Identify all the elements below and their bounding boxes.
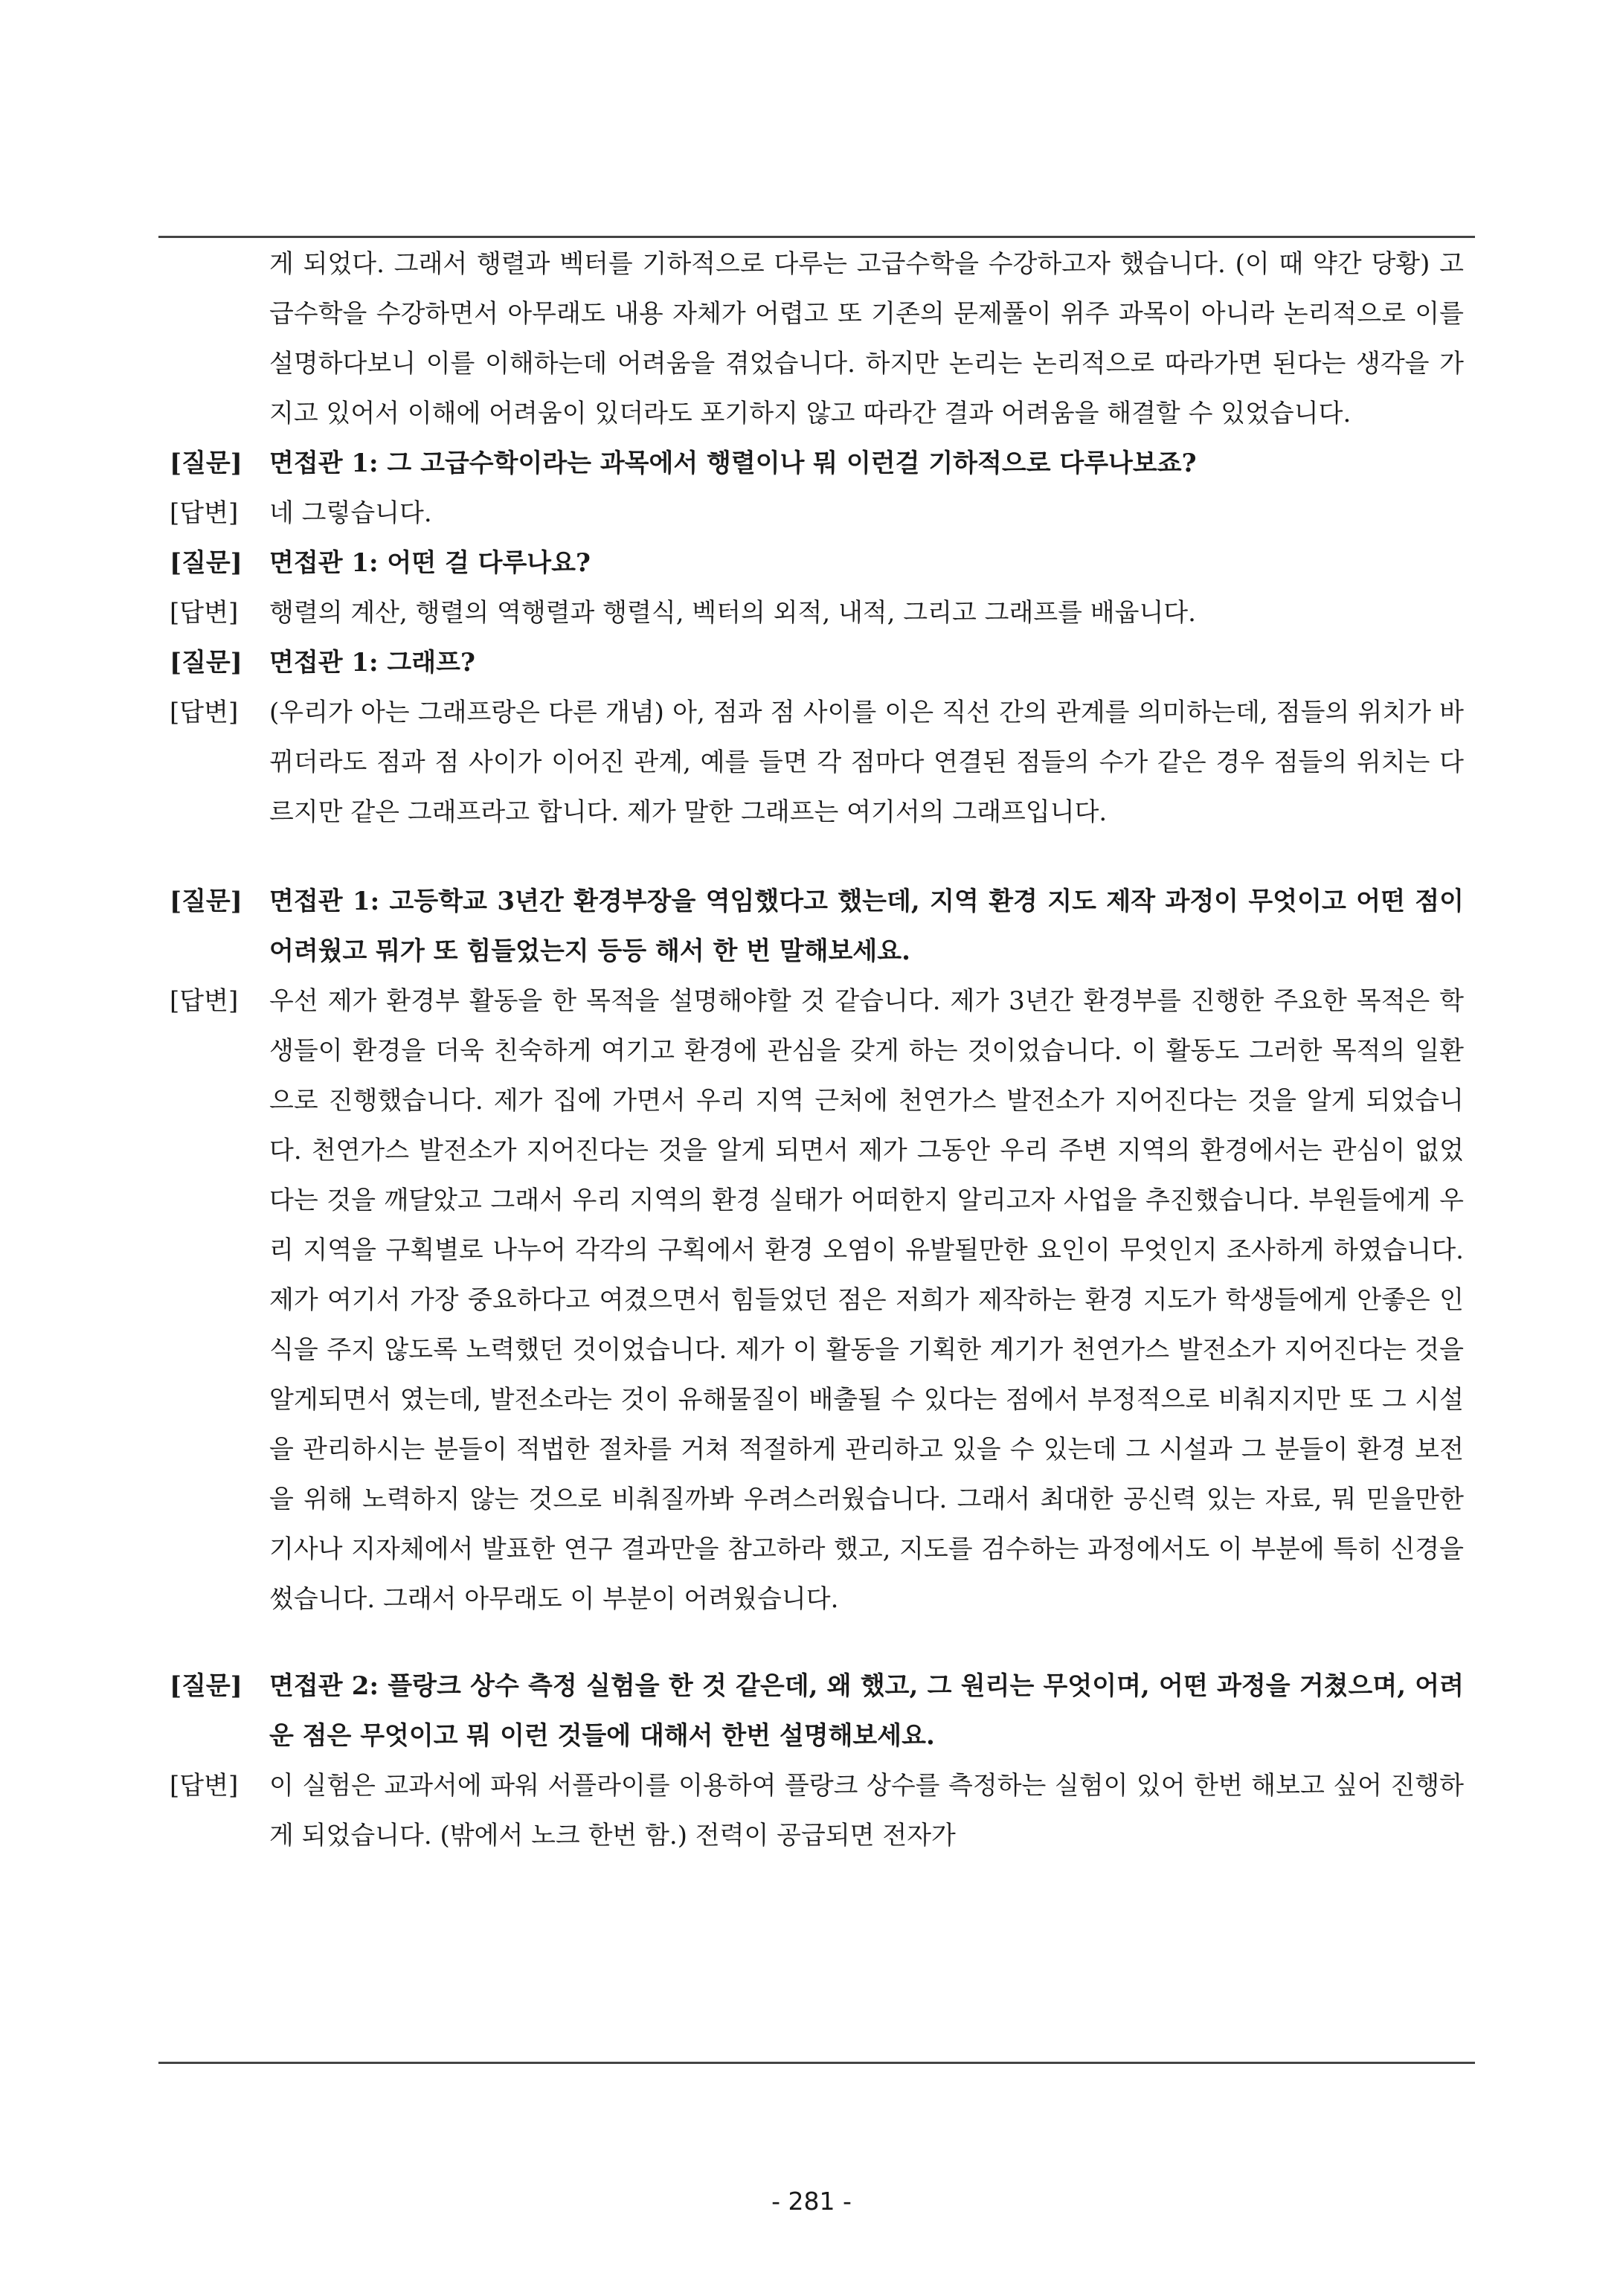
bottom-rule: [158, 2062, 1475, 2064]
answer-text: 행렬의 계산, 행렬의 역행렬과 행렬식, 벡터의 외적, 내적, 그리고 그래프를 배웁니다.: [269, 598, 1196, 628]
question-item: [170, 638, 1464, 688]
question-text: 면접관 2: 플랑크 상수 측정 실험을 한 것 같은데, 왜 했고, 그 원리는 무엇이며, 어떤 과정을 거쳤으며, 어려운 점은 무엇이고 뭐 이런 것들에 대해서 한번 설명해보세요.: [269, 1671, 1464, 1751]
question-tag: [질문]: [170, 648, 242, 678]
question-tag: [질문]: [170, 887, 242, 916]
answer-item: [170, 489, 1464, 538]
answer-tag: [답변]: [170, 498, 239, 528]
question-item: [170, 877, 1464, 977]
section-gap: [170, 837, 1464, 877]
answer-text: 우선 제가 환경부 활동을 한 목적을 설명해야할 것 같습니다. 제가 3년간 환경부를 진행한 주요한 목적은 학생들이 환경을 더욱 친숙하게 여기고 환경에 관심을 갖게 하는 것이었습니다. 이 활동도 그러한 목적의 일환으로 진행했습니다. 제가 집에 가면서 우리 지역 근처에 천연가스 발전소가 지어진다는 것을 알게 되었습니다. 천연가스 발전소가 지어진다는 것을 알게 되면서 제가 그동안 우리 주변 지역의 환경에서는 관심이 없었다는 것을 깨달았고 그래서 우리 지역의 환경 실태가 어떠한지 알리고자 사업을 추진했습니다. 부원들에게 우리 지역을 구획별로 나누어 각각의 구획에서 환경 오염이 유발될만한 요인이 무엇인지 조사하게 하였습니다. 제가 여기서 가장 중요하다고 여겼으면서 힘들었던 점은 저희가 제작하는 환경 지도가 학생들에게 안좋은 인식을 주지 않도록 노력했던 것이었습니다. 제가 이 활동을 기획한 계기가 천연가스 발전소가 지어진다는 것을 알게되면서 였는데, 발전소라는 것이 유해물질이 배출될 수 있다는 점에서 부정적으로 비춰지지만 또 그 시설을 관리하시는 분들이 적법한 절차를 거쳐 적절하게 관리하고 있을 수 있는데 그 시설과 그 분들이 환경 보전을 위해 노력하지 않는 것으로 비춰질까봐 우려스러웠습니다. 그래서 최대한 공신력 있는 자료, 뭐 믿을만한 기사나 지자체에서 발표한 연구 결과만을 참고하라 했고, 지도를 검수하는 과정에서도 이 부분에 특히 신경을 썼습니다. 그래서 아무래도 이 부분이 어려웠습니다.: [269, 986, 1464, 1614]
question-tag: [질문]: [170, 448, 242, 478]
page-number: - 281 -: [771, 2187, 852, 2216]
question-tag: [질문]: [170, 1671, 242, 1701]
transcript-body: [170, 239, 1464, 1861]
answer-text: 이 실험은 교과서에 파워 서플라이를 이용하여 플랑크 상수를 측정하는 실험이 있어 한번 해보고 싶어 진행하게 되었습니다. (밖에서 노크 한번 함.) 전력이 공급되면 전자가: [269, 1771, 1464, 1850]
answer-tag: [답변]: [170, 986, 239, 1016]
answer-tag: [답변]: [170, 1771, 239, 1801]
question-text: 면접관 1: 그래프?: [269, 648, 475, 678]
question-text: 면접관 1: 그 고급수학이라는 과목에서 행렬이나 뭐 이런걸 기하적으로 다루나보죠?: [269, 448, 1197, 478]
question-item: [170, 1662, 1464, 1761]
question-item: [170, 439, 1464, 489]
answer-item: [170, 688, 1464, 837]
answer-text: 네 그렇습니다.: [269, 498, 432, 528]
answer-item: [170, 588, 1464, 638]
question-text: 면접관 1: 어떤 걸 다루나요?: [269, 548, 591, 578]
answer-text: (우리가 아는 그래프랑은 다른 개념) 아, 점과 점 사이를 이은 직선 간의 관계를 의미하는데, 점들의 위치가 바뀌더라도 점과 점 사이가 이어진 관계, 예를 들면 각 점마다 연결된 점들의 수가 같은 경우 점들의 위치는 다르지만 같은 그래프라고 합니다. 제가 말한 그래프는 여기서의 그래프입니다.: [269, 698, 1464, 827]
top-rule: [158, 236, 1475, 238]
answer-item: [170, 1761, 1464, 1861]
answer-item: [170, 977, 1464, 1624]
answer-tag: [답변]: [170, 598, 239, 628]
section-gap: [170, 1624, 1464, 1662]
question-item: [170, 538, 1464, 588]
question-text: 면접관 1: 고등학교 3년간 환경부장을 역임했다고 했는데, 지역 환경 지도 제작 과정이 무엇이고 어떤 점이 어려웠고 뭐가 또 힘들었는지 등등 해서 한 번 말해보세요.: [269, 887, 1464, 966]
answer-tag: [답변]: [170, 698, 239, 727]
question-tag: [질문]: [170, 548, 242, 578]
continued-answer: 게 되었다. 그래서 행렬과 벡터를 기하적으로 다루는 고급수학을 수강하고자 했습니다. (이 때 약간 당황) 고급수학을 수강하면서 아무래도 내용 자체가 어렵고 또 기존의 문제풀이 위주 과목이 아니라 논리적으로 이를 설명하다보니 이를 이해하는데 어려움을 겪었습니다. 하지만 논리는 논리적으로 따라가면 된다는 생각을 가지고 있어서 이해에 어려움이 있더라도 포기하지 않고 따라간 결과 어려움을 해결할 수 있었습니다.: [269, 249, 1464, 428]
